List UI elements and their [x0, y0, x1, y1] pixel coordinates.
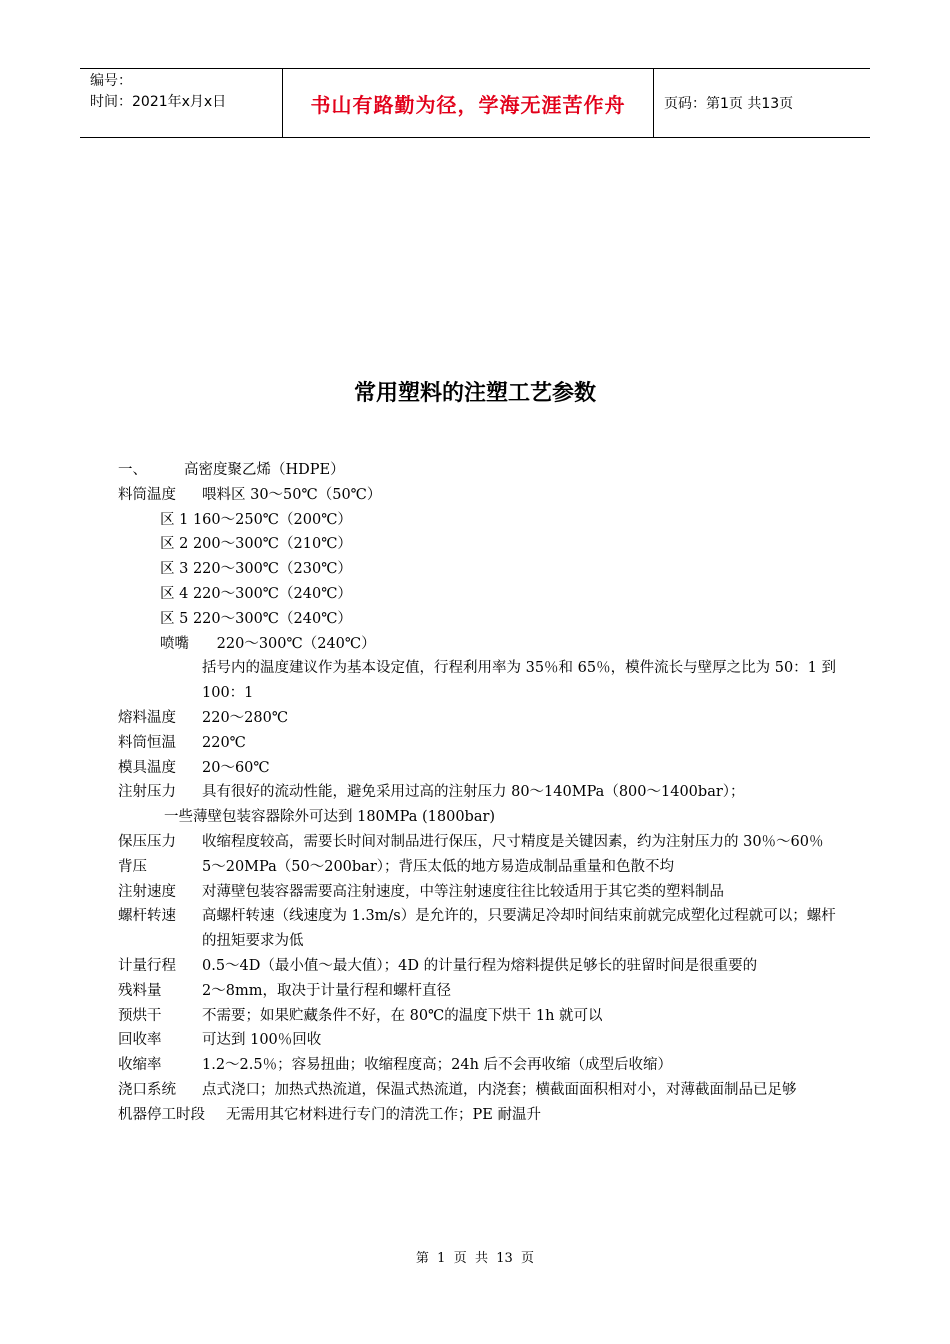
param-row: [118, 756, 838, 781]
document-time-label: 时间：2021年x月x日: [90, 94, 227, 110]
param-row: [118, 904, 838, 954]
param-label: 保压压力: [118, 833, 176, 850]
shutdown-value: 无需用其它材料进行专门的清洗工作；PE 耐温升: [226, 1106, 541, 1123]
param-row: [118, 979, 838, 1004]
param-row: [118, 1028, 838, 1053]
barrel-zone-1: 区 1 160～250℃（200℃）: [160, 511, 352, 528]
param-value: 220℃: [202, 734, 246, 751]
param-row: [118, 1004, 838, 1029]
param-label: 预烘干: [118, 1007, 162, 1024]
param-label: 收缩率: [118, 1057, 162, 1074]
param-value: 1.2～2.5％；容易扭曲；收缩程度高；24h 后不会再收缩（成型后收缩）: [202, 1057, 673, 1074]
param-label: 熔料温度: [118, 709, 176, 726]
param-row: [118, 954, 838, 979]
param-label: 背压: [118, 858, 147, 875]
barrel-feed-zone: 喂料区 30～50℃（50℃）: [202, 486, 382, 503]
barrel-note: 括号内的温度建议作为基本设定值，行程利用率为 35％和 65％，模件流长与壁厚之比为 50：1 到 100：1: [202, 660, 837, 702]
param-row: [118, 780, 838, 805]
param-value: 可达到 100％回收: [202, 1032, 322, 1049]
barrel-zone-3: 区 3 220～300℃（230℃）: [160, 561, 352, 578]
document-number-label: 编号：: [90, 73, 132, 89]
param-row: [118, 731, 838, 756]
injection-pressure-note: 一些薄壁包装容器除外可达到 180MPa (1800bar): [164, 809, 496, 826]
section-heading: [118, 458, 838, 483]
barrel-temp-row: [118, 483, 838, 508]
param-value: 5～20MPa（50～200bar）；背压太低的地方易造成制品重量和色散不均: [202, 858, 675, 875]
param-row: [118, 855, 838, 880]
shutdown-row: [118, 1103, 838, 1128]
param-label: 注射压力: [118, 784, 176, 801]
param-row: [118, 706, 838, 731]
barrel-zone-2: 区 2 200～300℃（210℃）: [160, 536, 352, 553]
header-page-info: 页码：第1页 共13页: [664, 96, 794, 112]
page-title: 常用塑料的注塑工艺参数: [353, 381, 596, 406]
param-label: 回收率: [118, 1032, 162, 1049]
param-row: [118, 1053, 838, 1078]
param-value: 收缩程度较高，需要长时间对制品进行保压，尺寸精度是关键因素，约为注射压力的 30％～60％: [202, 833, 824, 850]
document-header: [80, 68, 870, 138]
barrel-nozzle: 喷嘴 220～300℃（240℃）: [160, 635, 376, 652]
barrel-zone-5: 区 5 220～300℃（240℃）: [160, 610, 352, 627]
param-label: 浇口系统: [118, 1081, 176, 1098]
param-value: 点式浇口；加热式热流道，保温式热流道，内浇套；横截面面积相对小，对薄截面制品已足够: [202, 1081, 797, 1098]
barrel-zone-4: 区 4 220～300℃（240℃）: [160, 585, 352, 602]
param-value: 220～280℃: [202, 709, 289, 726]
param-label: 残料量: [118, 982, 162, 999]
param-value: 高螺杆转速（线速度为 1.3m/s）是允许的，只要满足冷却时间结束前就完成塑化过程就可以；螺杆的扭矩要求为低: [202, 908, 836, 950]
param-value: 20～60℃: [202, 759, 270, 776]
section-name: 高密度聚乙烯（HDPE）: [184, 462, 345, 478]
param-row: [118, 830, 838, 855]
param-value: 具有很好的流动性能，避免采用过高的注射压力 80～140MPa（800～1400bar）；: [202, 784, 745, 801]
document-body: [118, 458, 838, 1128]
header-motto: 书山有路勤为径，学海无涯苦作舟: [282, 69, 654, 137]
param-label: 模具温度: [118, 759, 176, 776]
shutdown-label: 机器停工时段: [118, 1106, 205, 1123]
param-value: 对薄壁包装容器需要高注射速度，中等注射速度往往比较适用于其它类的塑料制品: [202, 883, 724, 900]
page-footer: 第 1 页 共 13 页: [415, 1251, 535, 1266]
param-label: 螺杆转速: [118, 908, 176, 925]
param-label: 料筒恒温: [118, 734, 176, 751]
section-number: 一、: [118, 462, 147, 478]
param-row: [118, 880, 838, 905]
param-label: 注射速度: [118, 883, 176, 900]
param-label: 计量行程: [118, 957, 176, 974]
barrel-temp-label: 料筒温度: [118, 486, 176, 503]
param-value: 不需要；如果贮藏条件不好，在 80℃的温度下烘干 1h 就可以: [202, 1007, 603, 1024]
param-value: 0.5～4D（最小值～最大值）；4D 的计量行程为熔料提供足够长的驻留时间是很重要的: [202, 957, 758, 974]
param-value: 2～8mm，取决于计量行程和螺杆直径: [202, 982, 451, 999]
header-meta: [80, 69, 282, 137]
param-row: [118, 1078, 838, 1103]
